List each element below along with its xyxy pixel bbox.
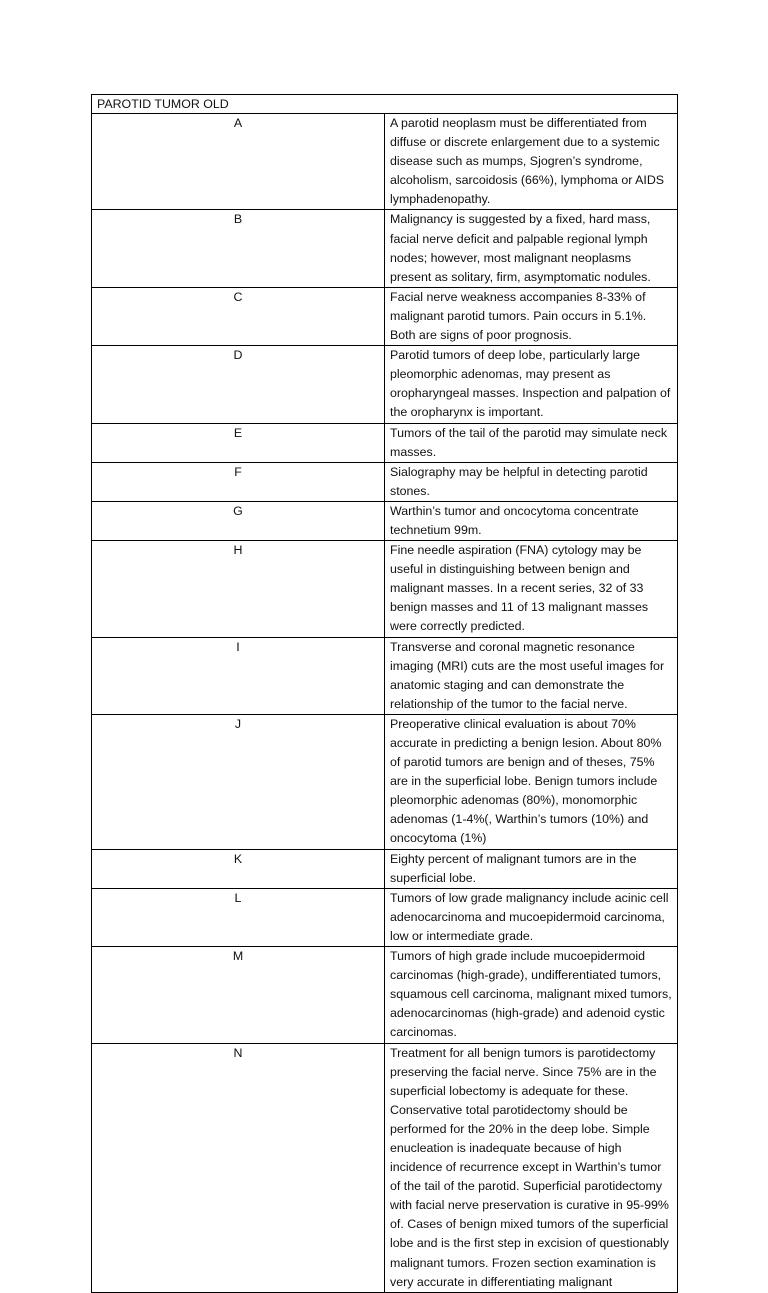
row-label: A (92, 114, 385, 210)
row-text: Fine needle aspiration (FNA) cytology may be useful in distinguishing between benign and malignant masses. In a recent series, 32 of 33 benign masses and 11 of 13 malignant masses were correctly predicted. (385, 541, 678, 637)
table-row (92, 462, 678, 501)
row-label: G (92, 501, 385, 540)
row-label: K (92, 849, 385, 888)
row-label: B (92, 210, 385, 287)
row-text: Treatment for all benign tumors is parotidectomy preserving the facial nerve. Since 75% are in the superficial lobectomy is adequate for these. Conservative total parotidectomy should be performed for the 20% in the deep lobe. Simple enucleation is inadequate because of high incidence of recurrence except in Warthin’s tumor of the tail of the parotid. Superficial parotidectomy with facial nerve preservation is curative in 95-99% of. Cases of benign mixed tumors of the superficial lobe and is the first step in excision of questionably malignant tumors. Frozen section examination is very accurate in differentiating malignant (385, 1043, 678, 1292)
row-label: J (92, 714, 385, 849)
table-row (92, 346, 678, 423)
row-text: Transverse and coronal magnetic resonance imaging (MRI) cuts are the most useful images for anatomic staging and can demonstrate the relationship of the tumor to the facial nerve. (385, 637, 678, 714)
row-label: H (92, 541, 385, 637)
row-text: Malignancy is suggested by a fixed, hard mass, facial nerve deficit and palpable regional lymph nodes; however, most malignant neoplasms present as solitary, firm, asymptomatic nodules. (385, 210, 678, 287)
row-label: D (92, 346, 385, 423)
row-label: M (92, 947, 385, 1043)
table-title: PAROTID TUMOR OLD (92, 95, 678, 114)
table-row (92, 849, 678, 888)
table-row (92, 287, 678, 345)
table-row (92, 210, 678, 287)
row-label: I (92, 637, 385, 714)
table-row (92, 888, 678, 946)
table-row (92, 541, 678, 637)
row-text: Tumors of the tail of the parotid may simulate neck masses. (385, 423, 678, 462)
table-row (92, 714, 678, 849)
row-label: L (92, 888, 385, 946)
table-row (92, 423, 678, 462)
row-text: A parotid neoplasm must be differentiated from diffuse or discrete enlargement due to a systemic disease such as mumps, Sjogren’s syndrome, alcoholism, sarcoidosis (66%), lymphoma or AIDS lymphadenopathy. (385, 114, 678, 210)
row-text: Warthin’s tumor and oncocytoma concentrate technetium 99m. (385, 501, 678, 540)
row-label: E (92, 423, 385, 462)
row-text: Parotid tumors of deep lobe, particularly large pleomorphic adenomas, may present as oropharyngeal masses. Inspection and palpation of the oropharynx is important. (385, 346, 678, 423)
table-row (92, 637, 678, 714)
row-label: C (92, 287, 385, 345)
row-label: N (92, 1043, 385, 1292)
parotid-tumor-table (91, 94, 678, 1293)
row-text: Preoperative clinical evaluation is about 70% accurate in predicting a benign lesion. About 80% of parotid tumors are benign and of theses, 75% are in the superficial lobe. Benign tumors include pleomorphic adenomas (80%), monomorphic adenomas (1-4%(, Warthin’s tumors (10%) and oncocytoma (1%) (385, 714, 678, 849)
table-row (92, 114, 678, 210)
table-row (92, 947, 678, 1043)
row-text: Eighty percent of malignant tumors are in the superficial lobe. (385, 849, 678, 888)
table-row (92, 501, 678, 540)
row-text: Tumors of low grade malignancy include acinic cell adenocarcinoma and mucoepidermoid carcinoma, low or intermediate grade. (385, 888, 678, 946)
row-label: F (92, 462, 385, 501)
table-title-row (92, 95, 678, 114)
row-text: Facial nerve weakness accompanies 8-33% of malignant parotid tumors. Pain occurs in 5.1%. Both are signs of poor prognosis. (385, 287, 678, 345)
table-row (92, 1043, 678, 1292)
row-text: Tumors of high grade include mucoepidermoid carcinomas (high-grade), undifferentiated tumors, squamous cell carcinoma, malignant mixed tumors, adenocarcinomas (high-grade) and adenoid cystic carcinomas. (385, 947, 678, 1043)
row-text: Sialography may be helpful in detecting parotid stones. (385, 462, 678, 501)
